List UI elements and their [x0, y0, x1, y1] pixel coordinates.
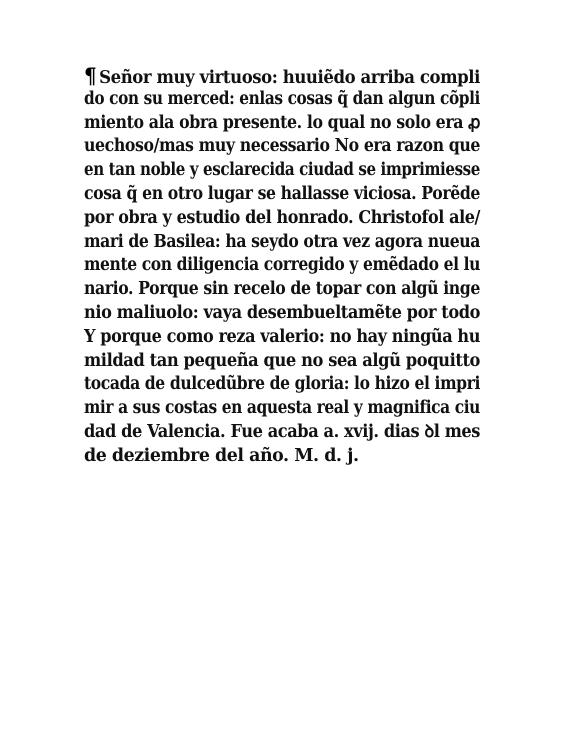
text-line [84, 302, 484, 326]
text-line [84, 254, 484, 278]
line-text: de deziembre del año. M. d. j. [84, 445, 359, 466]
text-line [84, 88, 484, 112]
line-text: cosa q̃ en otro lugar se hallasse viciosa. Porẽde [84, 183, 480, 204]
text-line [84, 350, 484, 374]
line-text: miento ala obra presente. lo qual no solo era ꝓ [84, 112, 480, 133]
text-line [84, 278, 484, 302]
line-text: nio maliuolo: vaya desembueltamẽte por todo [84, 302, 480, 323]
line-text: nario. Porque sin recelo de topar con algũ inge [84, 279, 480, 300]
text-line [84, 112, 484, 136]
text-line [84, 445, 484, 469]
line-text: dad de Valencia. Fue acaba a. xvij. dias ꝺl mes [84, 421, 480, 442]
text-line [84, 231, 484, 255]
text-line [84, 64, 484, 88]
line-text: tocada de dulcedũbre de gloria: lo hizo el impri [84, 374, 480, 395]
text-line [84, 135, 484, 159]
line-text: mente con diligencia corregido y emẽdado el lu [84, 255, 480, 276]
line-text: do con su merced: enlas cosas q̃ dan algun cõpli [84, 88, 480, 109]
line-text: mari de Basilea: ha seydo otra vez agora nueua [84, 231, 480, 252]
line-text: Y porque como reza valerio: no hay ningũa hu [84, 326, 480, 347]
line-text: por obra y estudio del honrado. Christofol ale/ [84, 207, 480, 228]
line-text: en tan noble y esclarecida ciudad se imprimiesse [84, 160, 480, 181]
colophon-text [84, 64, 484, 469]
text-line [84, 373, 484, 397]
line-text: Señor muy virtuoso: huuiẽdo arriba compli [99, 68, 480, 88]
text-line [84, 326, 484, 350]
line-text: mir a sus costas en aquesta real y magnifica ciu [84, 398, 480, 419]
line-text: mildad tan pequeña que no sea algũ poquitto [84, 350, 480, 371]
paragraph-mark: ¶ [84, 63, 97, 88]
text-line [84, 159, 484, 183]
text-line [84, 207, 484, 231]
text-line [84, 421, 484, 445]
text-line [84, 183, 484, 207]
text-line [84, 397, 484, 421]
line-text: uechoso/mas muy necessario No era razon que [84, 136, 480, 157]
